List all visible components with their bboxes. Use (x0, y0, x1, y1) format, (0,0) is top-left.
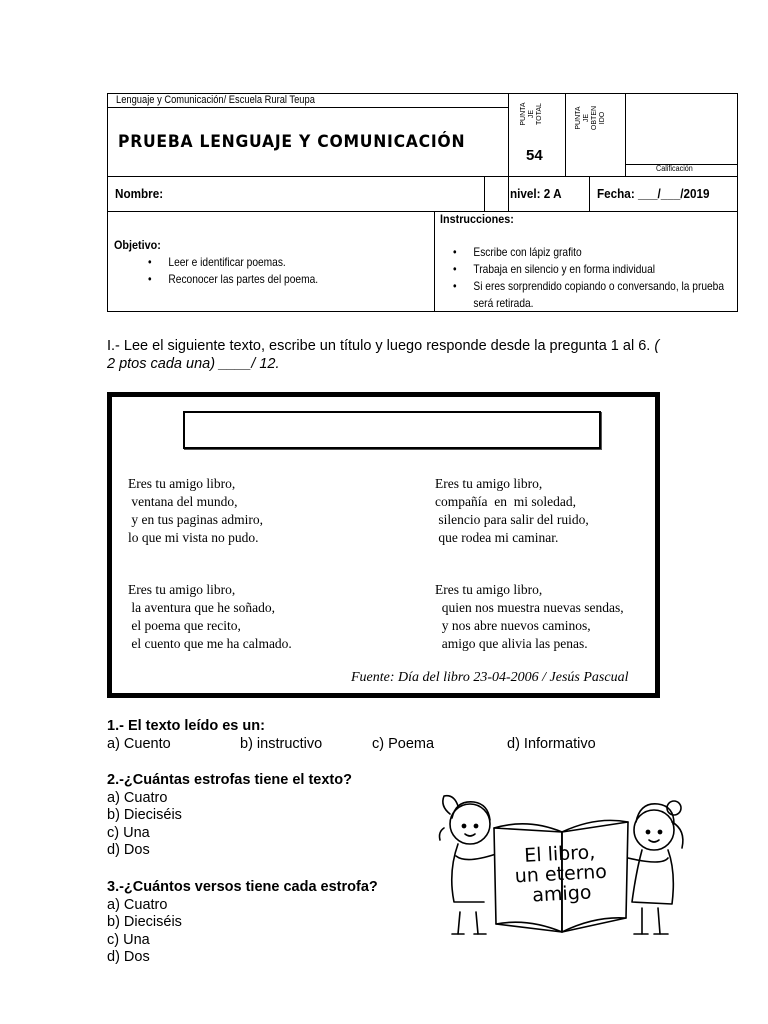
question-1 (107, 718, 667, 758)
objetivo-label: Objetivo: (114, 238, 161, 252)
option-c[interactable]: c) Una (107, 824, 150, 841)
list-item: • Trabaja en silencio y en forma individual (453, 262, 656, 276)
points-note: ( 2 ptos cada una) ____/ 12. (107, 338, 660, 372)
option-a[interactable]: a) Cuento (107, 735, 171, 752)
option-b[interactable]: b) Dieciséis (107, 914, 182, 930)
calificacion-label: Calificación (656, 164, 693, 173)
nombre-label: Nombre: (115, 186, 164, 201)
option-b[interactable]: b) Dieciséis (107, 807, 182, 823)
question-text: 3.-¿Cuántos versos tiene cada estrofa? (107, 879, 378, 895)
nivel-label: nivel: 2 A (510, 186, 562, 201)
puntaje-total-value: 54 (526, 147, 543, 164)
fecha-label: Fecha: ___/___/2019 (597, 186, 710, 201)
instrucciones-list (453, 244, 734, 312)
school-name: Lenguaje y Comunicación/ Escuela Rural Teupa (116, 94, 315, 106)
book-text-line-1: El libro, (523, 841, 596, 867)
option-a[interactable]: a) Cuatro (107, 789, 168, 806)
page-title: PRUEBA LENGUAJE Y COMUNICACIÓN (118, 132, 466, 152)
header-table (107, 93, 738, 312)
book-text-line-2: un eterno (514, 860, 608, 888)
poem-source: Fuente: Día del libro 23-04-2006 / Jesús Pascual (351, 670, 629, 685)
kids-book-illustration (436, 792, 691, 942)
option-d[interactable]: d) Informativo (507, 735, 596, 752)
option-a[interactable]: a) Cuatro (107, 896, 168, 913)
question-text: 2.-¿Cuántas estrofas tiene el texto? (107, 772, 352, 788)
objetivo-list (148, 254, 318, 288)
list-item: • Reconocer las partes del poema. (148, 272, 319, 286)
option-d[interactable]: d) Dos (107, 842, 150, 858)
poem-box (107, 392, 660, 698)
title-answer-box[interactable] (183, 411, 601, 449)
list-item: • Si eres sorprendido copiando o conversando, la prueba será retirada. (453, 279, 725, 310)
puntaje-total-label: PUNTA JE TOTAL (520, 102, 543, 126)
reading-instructions: I.- Lee el siguiente texto, escribe un título y luego responde desde la pregunta 1 al 6. ( 2 ptos cada una) ____/ 12. (107, 338, 660, 372)
option-c[interactable]: c) Poema (372, 735, 435, 752)
question-3 (107, 879, 378, 967)
option-d[interactable]: d) Dos (107, 949, 150, 965)
stanza-4: Eres tu amigo libro, quien nos muestra nuevas sendas, y nos abre nuevos caminos, amigo que alivia las penas. (435, 582, 624, 651)
book-text-line-3: amigo (531, 881, 592, 907)
question-2 (107, 772, 352, 860)
option-b[interactable]: b) instructivo (240, 735, 323, 752)
stanza-1: Eres tu amigo libro, ventana del mundo, y en tus paginas admiro, lo que mi vista no pudo. (128, 476, 263, 545)
puntaje-obtenido-label: PUNTA JE OBTEN IDO (575, 105, 606, 131)
question-text: 1.- El texto leído es un: (107, 718, 265, 734)
list-item: • Leer e identificar poemas. (148, 255, 286, 269)
instrucciones-label: Instrucciones: (440, 212, 514, 226)
list-item: • Escribe con lápiz grafito (453, 245, 582, 259)
option-c[interactable]: c) Una (107, 931, 150, 948)
stanza-2: Eres tu amigo libro, compañía en mi soledad, silencio para salir del ruido, que rodea mi caminar. (435, 476, 589, 545)
stanza-3: Eres tu amigo libro, la aventura que he soñado, el poema que recito, el cuento que me ha calmado. (128, 582, 292, 651)
